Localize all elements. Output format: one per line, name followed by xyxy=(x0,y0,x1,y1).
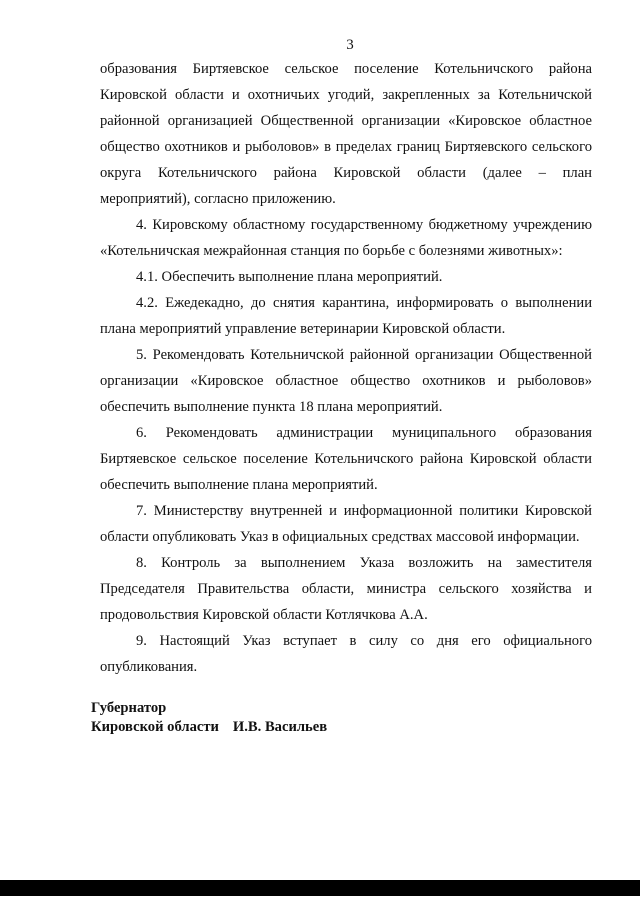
page-number: 3 xyxy=(346,37,354,53)
paragraph-item-8: 8. Контроль за выполнением Указа возложить на заместителя Председателя Правительства области, министра сельского хозяйства и продовольствия Кировской области Котлячкова А.А. xyxy=(100,555,592,623)
paragraph-item-9: 9. Настоящий Указ вступает в силу со дня его официального опубликования. xyxy=(100,633,592,675)
signature-block xyxy=(91,699,327,737)
signature-region: Кировской области xyxy=(91,719,219,735)
paragraph-item-5: 5. Рекомендовать Котельничской районной организации Общественной организации «Кировское областное общество охотников и рыболовов» обеспечить выполнение пункта 18 плана мероприятий. xyxy=(100,347,592,415)
paragraph-continuation: образования Биртяевское сельское поселение Котельничского района Кировской области и охотничьих угодий, закрепленных за Котельничской районной организацией Общественной организации «Кировское областное общество охотников и рыболовов» в пределах границ Биртяевского сельского округа Котельничского района Кировской области (далее – план мероприятий), согласно приложению. xyxy=(100,61,592,207)
scan-bottom-border xyxy=(0,880,640,896)
paragraph-item-4-1: 4.1. Обеспечить выполнение плана мероприятий. xyxy=(136,269,443,285)
paragraph-item-4-2: 4.2. Ежедекадно, до снятия карантина, информировать о выполнении плана мероприятий управление ветеринарии Кировской области. xyxy=(100,295,592,337)
signature-name: И.В. Васильев xyxy=(232,719,328,735)
paragraph-item-4: 4. Кировскому областному государственному бюджетному учреждению «Котельничская межрайонная станция по борьбе с болезнями животных»: xyxy=(100,217,592,259)
paragraph-item-7: 7. Министерству внутренней и информационной политики Кировской области опубликовать Указ в официальных средствах массовой информации. xyxy=(100,503,592,545)
paragraph-item-6: 6. Рекомендовать администрации муниципального образования Биртяевское сельское поселение Котельничского района Кировской области обеспечить выполнение плана мероприятий. xyxy=(100,425,592,493)
signature-title: Губернатор xyxy=(91,700,167,716)
document-body xyxy=(100,56,592,680)
signature-line xyxy=(91,718,327,737)
